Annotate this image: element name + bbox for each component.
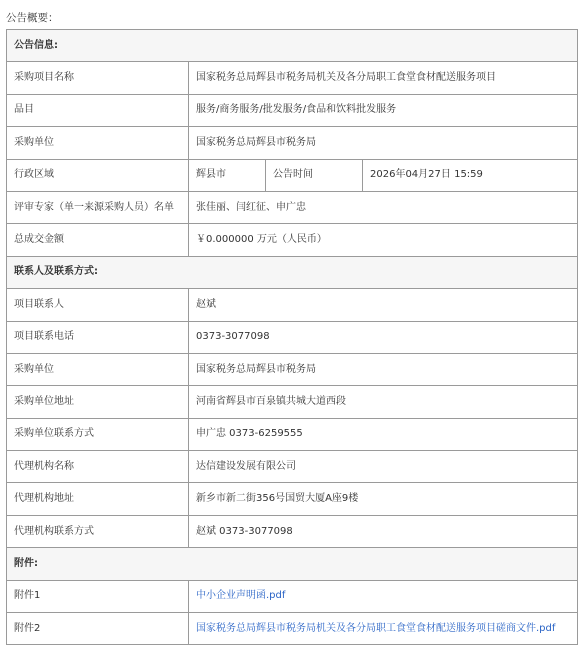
row-project-name <box>7 62 578 94</box>
row-agency-contact <box>7 515 578 547</box>
label-experts: 评审专家（单一来源采购人员）名单 <box>7 191 189 223</box>
row-purchaser-address <box>7 386 578 418</box>
row-attachment-2 <box>7 613 578 645</box>
row-project-phone <box>7 321 578 353</box>
value-purchaser: 国家税务总局辉县市税务局 <box>189 127 578 159</box>
label-notice-time: 公告时间 <box>266 159 363 191</box>
cell-attachment-1 <box>189 580 578 612</box>
value-project-name: 国家税务总局辉县市税务局机关及各分局职工食堂食材配送服务项目 <box>189 62 578 94</box>
label-purchaser: 采购单位 <box>7 127 189 159</box>
row-region-time <box>7 159 578 191</box>
value-experts: 张佳丽、闫红征、申广忠 <box>189 191 578 223</box>
label-region: 行政区域 <box>7 159 189 191</box>
value-agency-name: 达信建设发展有限公司 <box>189 451 578 483</box>
label-project-contact: 项目联系人 <box>7 289 189 321</box>
label-agency-name: 代理机构名称 <box>7 451 189 483</box>
notice-summary-table <box>6 29 578 645</box>
label-purchaser-address: 采购单位地址 <box>7 386 189 418</box>
value-category: 服务/商务服务/批发服务/食品和饮料批发服务 <box>189 94 578 126</box>
row-agency-name <box>7 451 578 483</box>
section-contacts <box>7 256 578 288</box>
label-amount: 总成交金额 <box>7 224 189 256</box>
attachment-link-1[interactable]: 中小企业声明函.pdf <box>196 590 286 602</box>
label-purchaser-contact: 采购单位联系方式 <box>7 418 189 450</box>
value-contact-purchaser: 国家税务总局辉县市税务局 <box>189 353 578 385</box>
section-title-contacts: 联系人及联系方式: <box>7 256 578 288</box>
label-attachment-1: 附件1 <box>7 580 189 612</box>
section-title-notice: 公告信息: <box>7 30 578 62</box>
row-amount <box>7 224 578 256</box>
label-agency-contact: 代理机构联系方式 <box>7 515 189 547</box>
row-agency-address <box>7 483 578 515</box>
row-attachment-1 <box>7 580 578 612</box>
section-attachments <box>7 548 578 580</box>
value-purchaser-address: 河南省辉县市百泉镇共城大道西段 <box>189 386 578 418</box>
label-attachment-2: 附件2 <box>7 613 189 645</box>
cell-attachment-2 <box>189 613 578 645</box>
value-project-phone: 0373-3077098 <box>189 321 578 353</box>
value-purchaser-contact: 申广忠 0373-6259555 <box>189 418 578 450</box>
label-agency-address: 代理机构地址 <box>7 483 189 515</box>
value-region: 辉县市 <box>189 159 266 191</box>
value-notice-time: 2026年04月27日 15:59 <box>363 159 578 191</box>
section-notice-info <box>7 30 578 62</box>
value-agency-address: 新乡市新二街356号国贸大厦A座9楼 <box>189 483 578 515</box>
row-purchaser <box>7 127 578 159</box>
value-project-contact: 赵斌 <box>189 289 578 321</box>
value-agency-contact: 赵斌 0373-3077098 <box>189 515 578 547</box>
label-category: 品目 <box>7 94 189 126</box>
label-project-name: 采购项目名称 <box>7 62 189 94</box>
summary-caption: 公告概要： <box>6 12 59 24</box>
row-purchaser-contact <box>7 418 578 450</box>
row-project-contact <box>7 289 578 321</box>
section-title-attachments: 附件: <box>7 548 578 580</box>
row-experts <box>7 191 578 223</box>
row-category <box>7 94 578 126</box>
attachment-link-2[interactable]: 国家税务总局辉县市税务局机关及各分局职工食堂食材配送服务项目磋商文件.pdf <box>196 622 556 634</box>
value-amount: ￥0.000000 万元（人民币） <box>189 224 578 256</box>
label-contact-purchaser: 采购单位 <box>7 353 189 385</box>
row-contact-purchaser <box>7 353 578 385</box>
label-project-phone: 项目联系电话 <box>7 321 189 353</box>
